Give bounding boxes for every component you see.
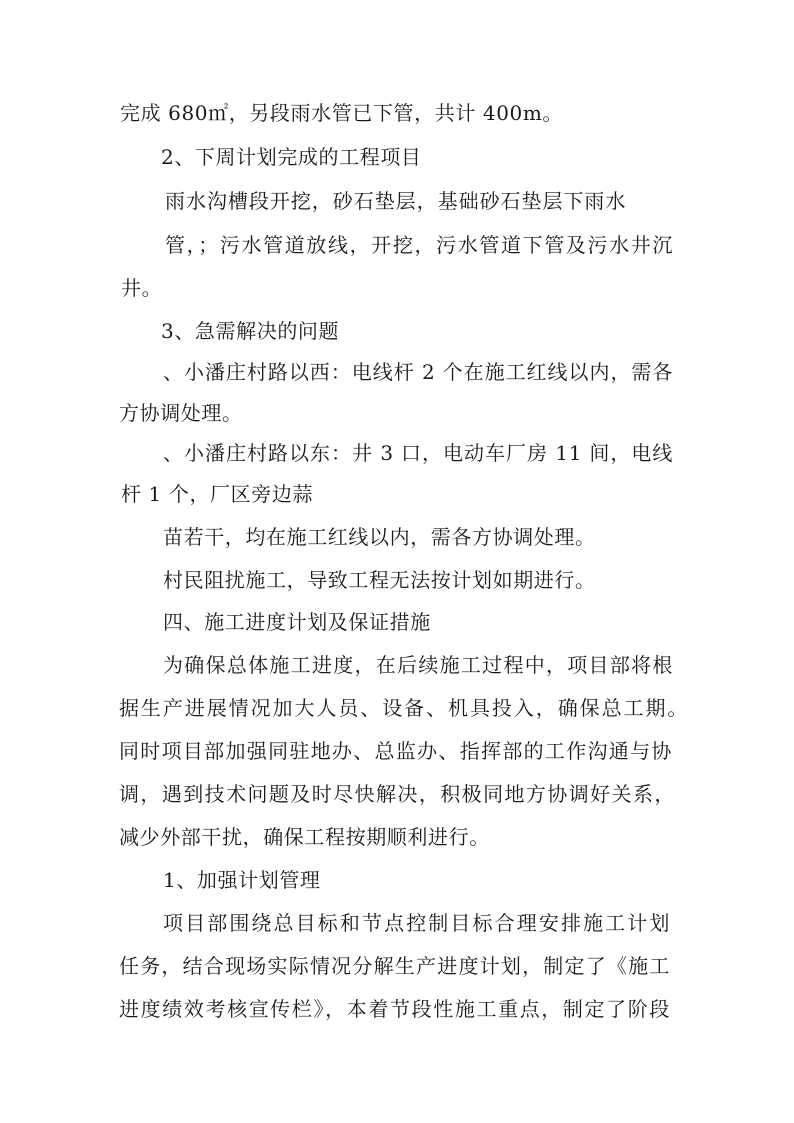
section-heading: 3、急需解决的问题 bbox=[161, 319, 340, 343]
section-heading: 2、下周计划完成的工程项目 bbox=[161, 145, 422, 169]
text-line: 杆 1 个，厂区旁边蒜 bbox=[121, 482, 314, 506]
text-line: 苗若干，均在施工红线以内，需各方协调处理。 bbox=[163, 525, 596, 549]
text-line: 村民阻扰施工，导致工程无法按计划如期进行。 bbox=[163, 568, 596, 592]
text-line: 、小潘庄村路以东：井 3 口，电动车厂房 11 间，电线 bbox=[163, 441, 673, 465]
text-line: 为确保总体施工进度，在后续施工过程中，项目部将根 bbox=[163, 653, 673, 677]
text-line: 据生产进展情况加大人员、设备、机具投入，确保总工期。 bbox=[119, 696, 688, 720]
text-line: 进度绩效考核宣传栏》，本着节段性施工重点，制定了阶段 bbox=[119, 997, 670, 1021]
text-line: 项目部围绕总目标和节点控制目标合理安排施工计划 bbox=[163, 911, 670, 935]
text-line: 井。 bbox=[121, 276, 163, 300]
text-line: 减少外部干扰，确保工程按期顺利进行。 bbox=[119, 825, 490, 849]
text-line: 同时项目部加强同驻地办、总监办、指挥部的工作沟通与协 bbox=[119, 739, 672, 763]
text-line: 管，；污水管道放线，开挖，污水管道下管及污水井沉 bbox=[165, 233, 673, 257]
text-line: 雨水沟槽段开挖，砂石垫层，基础砂石垫层下雨水 bbox=[165, 189, 626, 213]
text-line: 任务，结合现场实际情况分解生产进度计划，制定了《施工 bbox=[119, 954, 670, 978]
text-line: 、小潘庄村路以西：电线杆 2 个在施工红线以内，需各 bbox=[163, 360, 673, 384]
section-heading: 1、加强计划管理 bbox=[163, 868, 321, 892]
text-line: 完成 680㎡，另段雨水管已下管，共计 400m。 bbox=[120, 101, 564, 125]
section-heading: 四、施工进度计划及保证措施 bbox=[163, 610, 431, 634]
text-line: 调，遇到技术问题及时尽快解决，积极同地方协调好关系， bbox=[119, 782, 675, 806]
text-line: 方协调处理。 bbox=[119, 401, 243, 425]
